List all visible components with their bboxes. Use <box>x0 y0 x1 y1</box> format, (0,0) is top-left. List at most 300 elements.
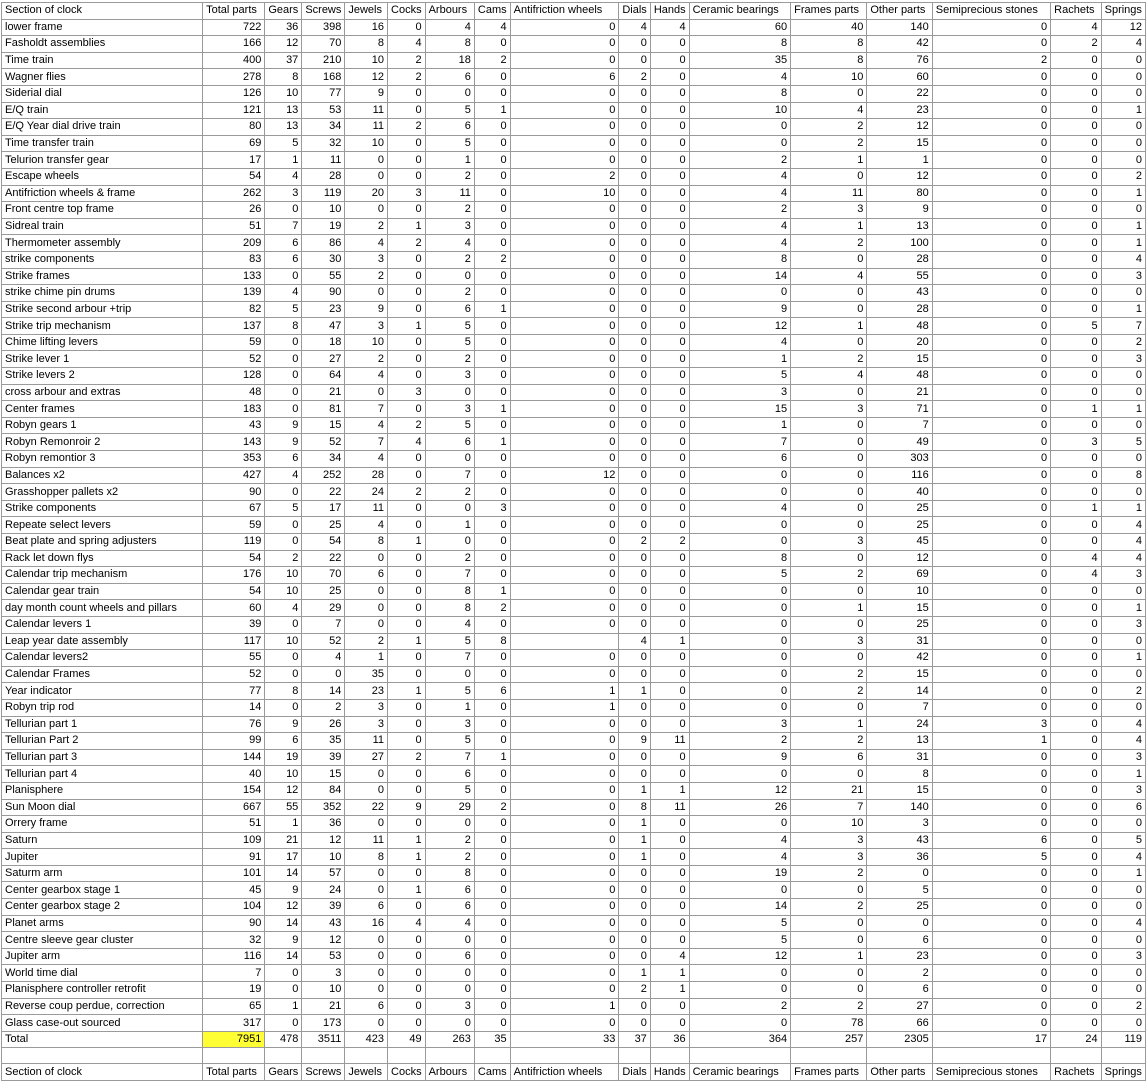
data-cell[interactable]: 0 <box>474 982 510 999</box>
data-cell[interactable]: 11 <box>345 832 388 849</box>
data-cell[interactable]: 0 <box>388 600 426 617</box>
data-cell[interactable]: 5 <box>425 633 474 650</box>
data-cell[interactable]: 3 <box>425 368 474 385</box>
data-cell[interactable]: 2 <box>1051 36 1101 53</box>
data-cell[interactable]: 317 <box>203 1015 265 1032</box>
data-cell[interactable]: 400 <box>203 52 265 69</box>
data-cell[interactable]: 0 <box>619 202 650 219</box>
data-cell[interactable]: 0 <box>510 434 619 451</box>
data-cell[interactable]: 0 <box>619 36 650 53</box>
data-cell[interactable]: 0 <box>650 998 689 1015</box>
data-cell[interactable]: 0 <box>650 301 689 318</box>
data-cell[interactable]: 0 <box>619 251 650 268</box>
data-cell[interactable]: 0 <box>510 915 619 932</box>
data-cell[interactable]: 144 <box>203 749 265 766</box>
data-cell[interactable]: 8 <box>867 766 932 783</box>
data-cell[interactable]: 0 <box>425 965 474 982</box>
data-cell[interactable]: 116 <box>203 948 265 965</box>
data-cell[interactable]: 0 <box>1051 202 1101 219</box>
data-cell[interactable]: 7 <box>265 218 302 235</box>
data-cell[interactable]: 7 <box>345 401 388 418</box>
data-cell[interactable]: 3 <box>791 633 867 650</box>
data-cell[interactable]: 0 <box>474 119 510 136</box>
data-cell[interactable]: 80 <box>867 185 932 202</box>
data-cell[interactable]: 2 <box>791 899 867 916</box>
data-cell[interactable]: 0 <box>650 915 689 932</box>
data-cell[interactable]: 0 <box>1051 251 1101 268</box>
data-cell[interactable]: 66 <box>867 1015 932 1032</box>
data-cell[interactable]: 100 <box>867 235 932 252</box>
data-cell[interactable]: 29 <box>302 600 345 617</box>
data-cell[interactable]: 8 <box>689 550 791 567</box>
data-cell[interactable]: 0 <box>510 600 619 617</box>
data-cell[interactable]: 0 <box>1051 865 1101 882</box>
data-cell[interactable]: 0 <box>388 19 426 36</box>
data-cell[interactable]: 0 <box>1051 782 1101 799</box>
data-cell[interactable]: 5 <box>1051 318 1101 335</box>
data-cell[interactable]: 0 <box>1051 982 1101 999</box>
data-cell[interactable]: 0 <box>388 451 426 468</box>
data-cell[interactable]: 32 <box>302 135 345 152</box>
data-cell[interactable]: 0 <box>474 85 510 102</box>
data-cell[interactable]: 0 <box>619 650 650 667</box>
row-label-cell[interactable]: Calendar levers 1 <box>2 616 203 633</box>
data-cell[interactable]: 0 <box>510 202 619 219</box>
data-cell[interactable]: 139 <box>203 285 265 302</box>
data-cell[interactable]: 0 <box>650 600 689 617</box>
data-cell[interactable]: 0 <box>388 500 426 517</box>
data-cell[interactable]: 42 <box>867 36 932 53</box>
data-cell[interactable]: 0 <box>1101 417 1145 434</box>
data-cell[interactable]: 12 <box>867 550 932 567</box>
data-cell[interactable]: 0 <box>474 202 510 219</box>
data-cell[interactable]: 10 <box>265 766 302 783</box>
data-cell[interactable]: 7 <box>425 749 474 766</box>
row-label-cell[interactable]: Center gearbox stage 1 <box>2 882 203 899</box>
data-cell[interactable]: 0 <box>474 550 510 567</box>
data-cell[interactable]: 2 <box>510 168 619 185</box>
data-cell[interactable]: 0 <box>932 102 1050 119</box>
data-cell[interactable]: 2 <box>791 235 867 252</box>
data-cell[interactable]: 3 <box>1101 782 1145 799</box>
data-cell[interactable]: 119 <box>302 185 345 202</box>
data-cell[interactable]: 0 <box>510 218 619 235</box>
data-cell[interactable]: 0 <box>867 865 932 882</box>
data-cell[interactable]: 7 <box>1101 318 1145 335</box>
data-cell[interactable]: 0 <box>510 500 619 517</box>
data-cell[interactable]: 21 <box>302 998 345 1015</box>
data-cell[interactable]: 78 <box>791 1015 867 1032</box>
data-cell[interactable]: 1 <box>1101 102 1145 119</box>
data-cell[interactable]: 15 <box>867 135 932 152</box>
data-cell[interactable]: 0 <box>474 368 510 385</box>
data-cell[interactable]: 0 <box>265 699 302 716</box>
data-cell[interactable]: 28 <box>302 168 345 185</box>
data-cell[interactable]: 0 <box>650 102 689 119</box>
data-cell[interactable]: 5 <box>689 932 791 949</box>
empty-cell[interactable] <box>932 1048 1050 1064</box>
data-cell[interactable]: 4 <box>1101 550 1145 567</box>
data-cell[interactable]: 0 <box>1051 152 1101 169</box>
data-cell[interactable]: 23 <box>867 102 932 119</box>
data-cell[interactable]: 0 <box>345 616 388 633</box>
data-cell[interactable]: 0 <box>510 135 619 152</box>
data-cell[interactable]: 0 <box>932 633 1050 650</box>
data-cell[interactable]: 12 <box>689 782 791 799</box>
data-cell[interactable]: 16 <box>345 915 388 932</box>
data-cell[interactable]: 0 <box>474 650 510 667</box>
data-cell[interactable]: 0 <box>474 484 510 501</box>
data-cell[interactable]: 2 <box>425 202 474 219</box>
data-cell[interactable]: 12 <box>867 119 932 136</box>
data-cell[interactable]: 0 <box>1051 235 1101 252</box>
data-cell[interactable]: 37 <box>265 52 302 69</box>
data-cell[interactable]: 4 <box>425 915 474 932</box>
data-cell[interactable]: 4 <box>388 915 426 932</box>
data-cell[interactable]: 0 <box>650 417 689 434</box>
data-cell[interactable]: 210 <box>302 52 345 69</box>
data-cell[interactable]: 52 <box>302 434 345 451</box>
data-cell[interactable]: 21 <box>302 384 345 401</box>
data-cell[interactable]: 4 <box>265 285 302 302</box>
data-cell[interactable]: 1 <box>474 401 510 418</box>
data-cell[interactable]: 0 <box>1051 69 1101 86</box>
data-cell[interactable]: 21 <box>791 782 867 799</box>
data-cell[interactable]: 0 <box>619 882 650 899</box>
data-cell[interactable]: 0 <box>1051 334 1101 351</box>
data-cell[interactable]: 1 <box>791 318 867 335</box>
data-cell[interactable]: 0 <box>689 965 791 982</box>
data-cell[interactable]: 5 <box>265 500 302 517</box>
data-cell[interactable]: 0 <box>650 882 689 899</box>
data-cell[interactable]: 0 <box>932 567 1050 584</box>
row-label-cell[interactable]: Calendar trip mechanism <box>2 567 203 584</box>
data-cell[interactable]: 0 <box>1051 633 1101 650</box>
empty-cell[interactable] <box>791 1048 867 1064</box>
data-cell[interactable]: 12 <box>867 168 932 185</box>
data-cell[interactable]: 0 <box>510 534 619 551</box>
data-cell[interactable]: 0 <box>619 467 650 484</box>
data-cell[interactable]: 0 <box>650 351 689 368</box>
column-header[interactable]: Dials <box>619 1064 650 1081</box>
data-cell[interactable]: 8 <box>345 534 388 551</box>
column-header[interactable]: Arbours <box>425 1064 474 1081</box>
data-cell[interactable]: 0 <box>1051 948 1101 965</box>
data-cell[interactable]: 3 <box>689 384 791 401</box>
data-cell[interactable]: 25 <box>867 899 932 916</box>
data-cell[interactable]: 21 <box>867 384 932 401</box>
data-cell[interactable]: 6 <box>345 899 388 916</box>
data-cell[interactable]: 0 <box>932 85 1050 102</box>
data-cell[interactable]: 11 <box>345 119 388 136</box>
data-cell[interactable]: 17 <box>203 152 265 169</box>
data-cell[interactable]: 70 <box>302 36 345 53</box>
data-cell[interactable]: 90 <box>203 484 265 501</box>
data-cell[interactable]: 0 <box>345 168 388 185</box>
empty-cell[interactable] <box>650 1048 689 1064</box>
data-cell[interactable]: 12 <box>302 832 345 849</box>
column-header[interactable]: Gears <box>265 1064 302 1081</box>
data-cell[interactable]: 0 <box>619 384 650 401</box>
data-cell[interactable]: 0 <box>619 102 650 119</box>
data-cell[interactable]: 1 <box>1101 865 1145 882</box>
data-cell[interactable]: 0 <box>510 749 619 766</box>
data-cell[interactable]: 0 <box>474 451 510 468</box>
empty-cell[interactable] <box>388 1048 426 1064</box>
data-cell[interactable]: 4 <box>1051 550 1101 567</box>
data-cell[interactable]: 0 <box>510 52 619 69</box>
data-cell[interactable]: 0 <box>265 401 302 418</box>
data-cell[interactable]: 35 <box>345 666 388 683</box>
data-cell[interactable]: 19 <box>302 218 345 235</box>
data-cell[interactable]: 4 <box>388 36 426 53</box>
data-cell[interactable]: 0 <box>932 368 1050 385</box>
data-cell[interactable]: 0 <box>1101 152 1145 169</box>
data-cell[interactable]: 352 <box>302 799 345 816</box>
data-cell[interactable]: 7 <box>425 567 474 584</box>
data-cell[interactable]: 18 <box>302 334 345 351</box>
column-header[interactable]: Ceramic bearings <box>689 1064 791 1081</box>
column-header[interactable]: Cocks <box>388 1064 426 1081</box>
data-cell[interactable]: 17 <box>302 500 345 517</box>
row-label-cell[interactable]: Siderial dial <box>2 85 203 102</box>
data-cell[interactable]: 0 <box>510 285 619 302</box>
empty-cell[interactable] <box>265 1048 302 1064</box>
row-label-cell[interactable]: Sun Moon dial <box>2 799 203 816</box>
data-cell[interactable]: 0 <box>474 135 510 152</box>
data-cell[interactable]: 14 <box>689 899 791 916</box>
data-cell[interactable]: 109 <box>203 832 265 849</box>
data-cell[interactable]: 51 <box>203 218 265 235</box>
data-cell[interactable]: 24 <box>345 484 388 501</box>
row-label-cell[interactable]: Leap year date assembly <box>2 633 203 650</box>
data-cell[interactable]: 7 <box>425 650 474 667</box>
row-label-cell[interactable]: World time dial <box>2 965 203 982</box>
data-cell[interactable]: 0 <box>474 318 510 335</box>
data-cell[interactable]: 0 <box>474 733 510 750</box>
data-cell[interactable]: 0 <box>1051 583 1101 600</box>
data-cell[interactable]: 0 <box>388 467 426 484</box>
data-cell[interactable]: 0 <box>1051 749 1101 766</box>
data-cell[interactable]: 35 <box>302 733 345 750</box>
data-cell[interactable]: 23 <box>302 301 345 318</box>
data-cell[interactable]: 0 <box>345 583 388 600</box>
row-label-cell[interactable]: Reverse coup perdue, correction <box>2 998 203 1015</box>
data-cell[interactable]: 0 <box>932 583 1050 600</box>
data-cell[interactable]: 0 <box>510 948 619 965</box>
data-cell[interactable]: 22 <box>302 484 345 501</box>
data-cell[interactable]: 6 <box>425 882 474 899</box>
data-cell[interactable]: 0 <box>510 799 619 816</box>
data-cell[interactable]: 0 <box>932 932 1050 949</box>
data-cell[interactable]: 0 <box>1051 119 1101 136</box>
data-cell[interactable]: 0 <box>474 285 510 302</box>
data-cell[interactable]: 0 <box>791 285 867 302</box>
data-cell[interactable]: 0 <box>425 666 474 683</box>
row-label-cell[interactable]: Tellurian Part 2 <box>2 733 203 750</box>
data-cell[interactable]: 0 <box>791 982 867 999</box>
data-cell[interactable]: 0 <box>474 334 510 351</box>
data-cell[interactable]: 0 <box>932 135 1050 152</box>
total-cell[interactable]: 2305 <box>867 1031 932 1048</box>
data-cell[interactable]: 0 <box>388 699 426 716</box>
data-cell[interactable]: 0 <box>932 451 1050 468</box>
data-cell[interactable]: 2 <box>1101 683 1145 700</box>
data-cell[interactable]: 0 <box>650 285 689 302</box>
row-label-cell[interactable]: Planet arms <box>2 915 203 932</box>
data-cell[interactable]: 0 <box>510 666 619 683</box>
data-cell[interactable]: 0 <box>265 650 302 667</box>
data-cell[interactable]: 0 <box>1051 799 1101 816</box>
data-cell[interactable]: 53 <box>302 102 345 119</box>
data-cell[interactable]: 183 <box>203 401 265 418</box>
data-cell[interactable]: 2 <box>265 550 302 567</box>
data-cell[interactable]: 0 <box>510 782 619 799</box>
data-cell[interactable]: 0 <box>791 85 867 102</box>
data-cell[interactable]: 0 <box>619 500 650 517</box>
data-cell[interactable]: 0 <box>345 152 388 169</box>
data-cell[interactable]: 8 <box>345 36 388 53</box>
data-cell[interactable]: 0 <box>474 816 510 833</box>
data-cell[interactable]: 4 <box>1101 733 1145 750</box>
data-cell[interactable]: 0 <box>1101 699 1145 716</box>
row-label-cell[interactable]: Balances x2 <box>2 467 203 484</box>
data-cell[interactable]: 2 <box>302 699 345 716</box>
data-cell[interactable]: 0 <box>388 102 426 119</box>
data-cell[interactable]: 1 <box>388 534 426 551</box>
data-cell[interactable]: 0 <box>689 484 791 501</box>
data-cell[interactable]: 0 <box>932 152 1050 169</box>
column-header[interactable]: Dials <box>619 3 650 20</box>
data-cell[interactable]: 0 <box>474 351 510 368</box>
empty-cell[interactable] <box>1051 1048 1101 1064</box>
data-cell[interactable]: 2 <box>425 351 474 368</box>
data-cell[interactable]: 59 <box>203 334 265 351</box>
data-cell[interactable]: 0 <box>474 948 510 965</box>
data-cell[interactable]: 30 <box>302 251 345 268</box>
data-cell[interactable]: 0 <box>689 650 791 667</box>
data-cell[interactable]: 0 <box>1101 816 1145 833</box>
data-cell[interactable]: 0 <box>867 915 932 932</box>
data-cell[interactable]: 0 <box>425 268 474 285</box>
data-cell[interactable]: 54 <box>302 534 345 551</box>
data-cell[interactable]: 4 <box>650 948 689 965</box>
data-cell[interactable]: 0 <box>510 567 619 584</box>
data-cell[interactable]: 0 <box>791 451 867 468</box>
data-cell[interactable]: 0 <box>932 550 1050 567</box>
data-cell[interactable]: 0 <box>1051 467 1101 484</box>
data-cell[interactable]: 0 <box>932 36 1050 53</box>
data-cell[interactable]: 91 <box>203 849 265 866</box>
data-cell[interactable]: 55 <box>302 268 345 285</box>
data-cell[interactable]: 2 <box>425 832 474 849</box>
column-header[interactable]: Total parts <box>203 1064 265 1081</box>
data-cell[interactable]: 1 <box>510 699 619 716</box>
data-cell[interactable]: 0 <box>1101 899 1145 916</box>
data-cell[interactable]: 0 <box>650 202 689 219</box>
data-cell[interactable]: 0 <box>932 484 1050 501</box>
data-cell[interactable]: 5 <box>425 782 474 799</box>
data-cell[interactable]: 0 <box>932 666 1050 683</box>
data-cell[interactable]: 0 <box>388 85 426 102</box>
data-cell[interactable]: 0 <box>791 484 867 501</box>
data-cell[interactable]: 6 <box>867 932 932 949</box>
data-cell[interactable]: 0 <box>619 135 650 152</box>
data-cell[interactable]: 0 <box>1051 484 1101 501</box>
data-cell[interactable]: 0 <box>932 417 1050 434</box>
data-cell[interactable]: 0 <box>1101 368 1145 385</box>
row-label-cell[interactable]: Planisphere <box>2 782 203 799</box>
data-cell[interactable]: 3 <box>1101 616 1145 633</box>
data-cell[interactable]: 0 <box>932 251 1050 268</box>
data-cell[interactable]: 0 <box>791 517 867 534</box>
data-cell[interactable]: 0 <box>619 434 650 451</box>
data-cell[interactable]: 0 <box>425 982 474 999</box>
data-cell[interactable]: 2 <box>388 235 426 252</box>
data-cell[interactable]: 2 <box>345 218 388 235</box>
data-cell[interactable]: 0 <box>932 500 1050 517</box>
data-cell[interactable]: 4 <box>1051 19 1101 36</box>
row-label-cell[interactable]: strike chime pin drums <box>2 285 203 302</box>
data-cell[interactable]: 0 <box>510 849 619 866</box>
data-cell[interactable]: 25 <box>302 583 345 600</box>
data-cell[interactable]: 13 <box>265 119 302 136</box>
data-cell[interactable]: 0 <box>932 982 1050 999</box>
data-cell[interactable]: 0 <box>474 832 510 849</box>
data-cell[interactable]: 1 <box>619 832 650 849</box>
data-cell[interactable]: 0 <box>650 766 689 783</box>
data-cell[interactable]: 0 <box>1051 384 1101 401</box>
data-cell[interactable]: 0 <box>1101 633 1145 650</box>
data-cell[interactable]: 40 <box>203 766 265 783</box>
data-cell[interactable]: 4 <box>689 218 791 235</box>
column-header[interactable]: Ceramic bearings <box>689 3 791 20</box>
data-cell[interactable]: 0 <box>1101 882 1145 899</box>
data-cell[interactable]: 57 <box>302 865 345 882</box>
data-cell[interactable]: 0 <box>619 716 650 733</box>
data-cell[interactable]: 0 <box>932 268 1050 285</box>
data-cell[interactable]: 0 <box>932 965 1050 982</box>
data-cell[interactable]: 0 <box>1051 451 1101 468</box>
data-cell[interactable]: 7 <box>791 799 867 816</box>
data-cell[interactable]: 0 <box>650 119 689 136</box>
data-cell[interactable]: 5 <box>425 683 474 700</box>
grand-total-cell[interactable]: 7951 <box>203 1031 265 1048</box>
data-cell[interactable]: 4 <box>791 102 867 119</box>
data-cell[interactable]: 17 <box>265 849 302 866</box>
data-cell[interactable]: 0 <box>619 334 650 351</box>
total-label-cell[interactable]: Total <box>2 1031 203 1048</box>
data-cell[interactable]: 12 <box>265 899 302 916</box>
data-cell[interactable]: 0 <box>1101 484 1145 501</box>
row-label-cell[interactable]: Center gearbox stage 2 <box>2 899 203 916</box>
data-cell[interactable]: 43 <box>867 832 932 849</box>
data-cell[interactable]: 0 <box>650 832 689 849</box>
data-cell[interactable]: 0 <box>791 616 867 633</box>
data-cell[interactable]: 0 <box>510 816 619 833</box>
data-cell[interactable]: 3 <box>425 401 474 418</box>
data-cell[interactable]: 64 <box>302 368 345 385</box>
data-cell[interactable]: 0 <box>345 285 388 302</box>
total-cell[interactable]: 24 <box>1051 1031 1101 1048</box>
data-cell[interactable]: 28 <box>867 251 932 268</box>
data-cell[interactable]: 0 <box>650 849 689 866</box>
data-cell[interactable]: 8 <box>265 69 302 86</box>
data-cell[interactable]: 25 <box>867 500 932 517</box>
data-cell[interactable]: 0 <box>932 19 1050 36</box>
data-cell[interactable]: 4 <box>1101 849 1145 866</box>
data-cell[interactable]: 0 <box>510 102 619 119</box>
